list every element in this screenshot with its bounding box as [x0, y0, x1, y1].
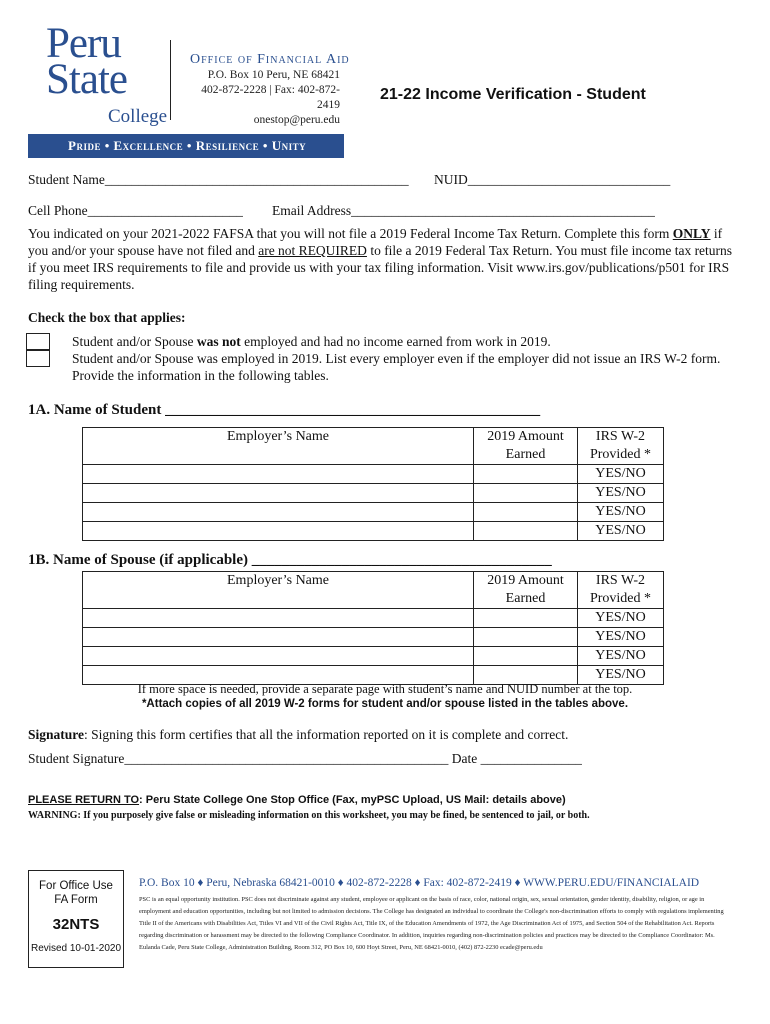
cell-phone-field[interactable]: Cell Phone_______________________ — [28, 203, 243, 218]
employer-header-text: Employer’s Name — [227, 429, 329, 444]
employer-cell[interactable] — [83, 609, 474, 628]
amount-cell[interactable] — [474, 522, 578, 541]
table-row[interactable] — [83, 609, 664, 628]
employer-header — [83, 428, 474, 465]
spouse-employer-table — [82, 571, 664, 685]
table-row[interactable] — [83, 503, 664, 522]
footer-disclaimer: PSC is an equal opportunity institution. PSC does not discriminate against any student, employee or applicant on the basis of race, color, national origin, sex, sexual orientation, gender identity, disability, religion, or age in employment and education opportunities, including but not limited to admission decisions. The College has designated an individual to coordinate the College's non-discrimination efforts to comply with regulations implementing Title II of the Americans with Disabilities Act, Titles VI and VII of the Civil Rights Act, Title IX, of the Education Amendments of 1972, the Age Discrimination Act of 1975, and Section 504 of the Rehabilitation Act. Reports regarding discrimination or harassment may be directed to the following Compliance Coordinator. In addition, inquiries regarding non-discrimination policies and practices may be directed to the Compliance Coordinator: Ms. Eulanda Cade, Peru State College, Administration Building, Room 312, PO Box 10, 600 Hoyt Street, Peru, NE 68421-0010, (402) 872-2230 ecade@peru.edu — [139, 896, 724, 951]
motto-banner: Pride • Excellence • Resilience • Unity — [28, 134, 344, 158]
address-line: P.O. Box 10 Peru, NE 68421 — [207, 69, 340, 81]
return-text: : Peru State College One Stop Office (Fax, myPSC Upload, US Mail: details above) — [139, 794, 566, 806]
amount-cell[interactable] — [474, 628, 578, 647]
revised-date: Revised 10-01-2020 — [30, 943, 122, 954]
amount-header-2: Earned — [505, 447, 546, 462]
return-to — [28, 794, 566, 806]
intro-not-required: are not REQUIRED — [258, 243, 367, 258]
signature-text: : Signing this form certifies that all the information reported on it is complete and correct. — [84, 727, 569, 742]
office-use-line-1: For Office Use — [39, 880, 113, 892]
option-employed-cont: Provide the information in the following tables. — [72, 368, 329, 383]
amount-header-1: 2019 Amount — [487, 573, 564, 588]
student-name-field[interactable]: Student Name_____________________________________________ — [28, 172, 409, 187]
w2-header-1: IRS W-2 — [595, 573, 646, 588]
w2-cell[interactable]: YES/NO — [578, 647, 664, 666]
w2-cell[interactable]: YES/NO — [578, 666, 664, 685]
header-divider — [170, 40, 171, 120]
amount-header — [474, 428, 578, 465]
employer-cell[interactable] — [83, 503, 474, 522]
instructions-paragraph — [28, 225, 740, 293]
w2-header-1: IRS W-2 — [595, 429, 646, 444]
w2-header-2: Provided * — [589, 447, 652, 462]
amount-cell[interactable] — [474, 465, 578, 484]
table-row[interactable] — [83, 522, 664, 541]
amount-cell[interactable] — [474, 484, 578, 503]
office-use-box — [28, 870, 124, 968]
employer-header — [83, 572, 474, 609]
office-name: Office of Financial Aid — [190, 52, 350, 67]
table-header-row — [83, 572, 664, 609]
option-employed: Student and/or Spouse was employed in 2019. List every employer even if the employer did not issue an IRS W-2 form. — [72, 351, 721, 366]
w2-cell[interactable]: YES/NO — [578, 628, 664, 647]
warning-text: WARNING: If you purposely give false or misleading information on this worksheet, you may be fined, be sentenced to jail, or both. — [28, 810, 590, 821]
nuid-field[interactable]: NUID______________________________ — [434, 172, 671, 187]
option-text: Student and/or Spouse — [72, 334, 197, 349]
w2-cell[interactable]: YES/NO — [578, 484, 664, 503]
employer-cell[interactable] — [83, 628, 474, 647]
email-line: onestop@peru.edu — [253, 114, 340, 126]
amount-cell[interactable] — [474, 503, 578, 522]
intro-text-2: if you and/or your spouse have not filed and — [28, 226, 723, 258]
w2-header-2: Provided * — [589, 591, 652, 606]
amount-cell[interactable] — [474, 609, 578, 628]
phone-fax-line: 402-872-2228 | Fax: 402-872-2419 — [201, 84, 340, 111]
footer-contact: P.O. Box 10 ♦ Peru, Nebraska 68421-0010 ♦ 402-872-2228 ♦ Fax: 402-872-2419 ♦ WWW.PERU.EDU/FINANCIALAID — [139, 877, 700, 889]
employer-cell[interactable] — [83, 484, 474, 503]
amount-header-1: 2019 Amount — [487, 429, 564, 444]
form-code: 32NTS — [52, 916, 100, 933]
checkbox-employed[interactable] — [26, 350, 50, 367]
w2-cell[interactable]: YES/NO — [578, 522, 664, 541]
office-address — [190, 68, 340, 128]
office-use-line-2: FA Form — [54, 894, 98, 906]
w2-header — [578, 428, 664, 465]
logo-line-2: State — [46, 56, 127, 103]
logo-line-1: Peru — [46, 20, 121, 67]
option-text: employed and had no income earned from work in 2019. — [240, 334, 551, 349]
signature-label: Signature — [28, 727, 85, 742]
w2-cell[interactable]: YES/NO — [578, 503, 664, 522]
amount-cell[interactable] — [474, 647, 578, 666]
table-row[interactable] — [83, 628, 664, 647]
intro-text-3: to file a 2019 Federal Tax Return. You must file income tax returns if you meet IRS requirements to file and provide us with your tax filing information. Visit www.irs.gov/publications/p501 for IRS filing requirements. — [28, 243, 733, 292]
amount-header-2: Earned — [505, 591, 546, 606]
attach-note: *Attach copies of all 2019 W-2 forms for student and/or spouse listed in the tables above. — [141, 698, 629, 710]
section-1a-title[interactable]: 1A. Name of Student __________________________________________________ — [28, 402, 541, 418]
table-row[interactable] — [83, 647, 664, 666]
more-space-note: If more space is needed, provide a separate page with student’s name and NUID number at the top. — [137, 682, 633, 696]
option-bold: was not — [196, 334, 241, 349]
table-row[interactable] — [83, 484, 664, 503]
logo-line-3: College — [108, 106, 168, 127]
employer-header-text: Employer’s Name — [227, 573, 329, 588]
check-heading: Check the box that applies: — [28, 310, 186, 325]
check-options — [72, 333, 720, 384]
intro-text-1: You indicated on your 2021-2022 FAFSA that you will not file a 2019 Federal Income Tax Return. Complete this form — [28, 226, 673, 241]
college-logo — [46, 20, 168, 127]
w2-cell[interactable]: YES/NO — [578, 609, 664, 628]
intro-only-emphasis: ONLY — [672, 226, 711, 241]
w2-cell[interactable]: YES/NO — [578, 465, 664, 484]
return-label: PLEASE RETURN TO — [28, 794, 140, 806]
student-employer-table — [82, 427, 664, 541]
employer-cell[interactable] — [83, 522, 474, 541]
form-title: 21-22 Income Verification - Student — [380, 86, 646, 103]
table-row[interactable] — [83, 465, 664, 484]
email-field[interactable]: Email Address_____________________________________________ — [272, 203, 655, 218]
signature-date-line[interactable]: Student Signature________________________________________________ Date _______________ — [28, 751, 582, 766]
employer-cell[interactable] — [83, 647, 474, 666]
section-1b-title[interactable]: 1B. Name of Spouse (if applicable) ________________________________________ — [28, 552, 552, 568]
employer-cell[interactable] — [83, 465, 474, 484]
option-not-employed — [72, 333, 720, 350]
signature-statement — [28, 727, 568, 743]
w2-header — [578, 572, 664, 609]
amount-header — [474, 572, 578, 609]
checkbox-not-employed[interactable] — [26, 333, 50, 350]
table-header-row — [83, 428, 664, 465]
